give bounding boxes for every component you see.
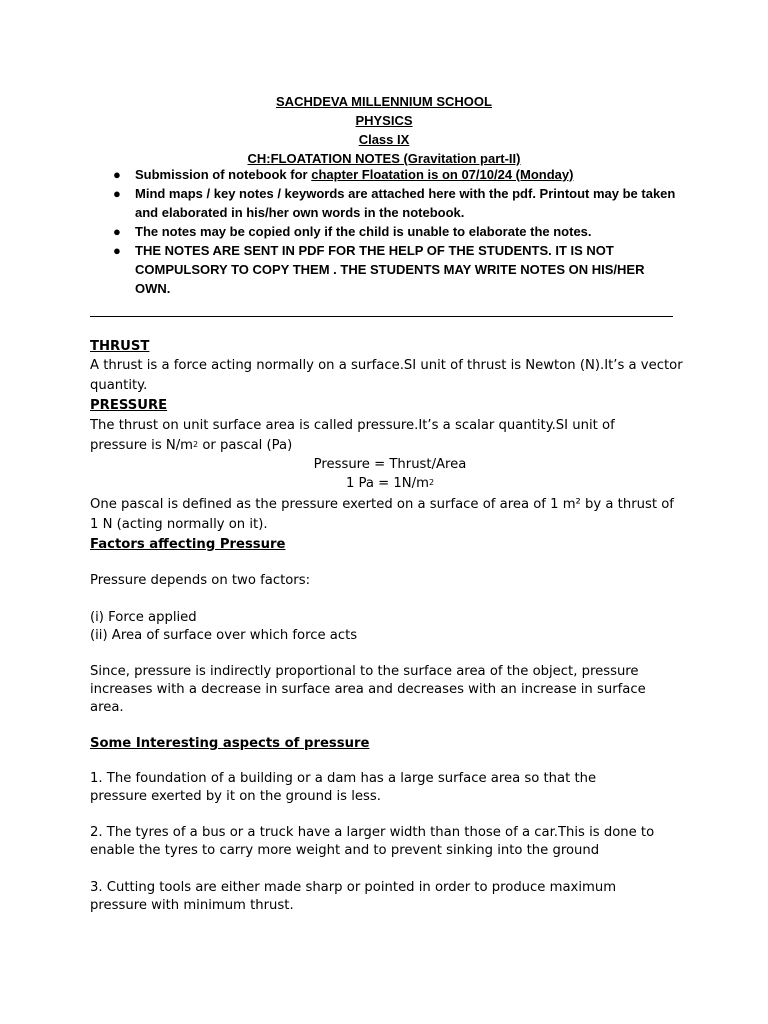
instruction-item [90,165,680,184]
thrust-heading: THRUST [90,339,150,354]
bullet-icon: ● [113,243,121,258]
pressure-formula: Pressure = Thrust/Area [313,457,467,472]
pressure-text [90,416,660,455]
aspect-item: 2. The tyres of a bus or a truck have a larger width than those of a car.This is done to enable the tyres to carry more weight and to prevent sinking into the ground [90,825,655,858]
factors-intro: Pressure depends on two factors: [90,573,311,588]
bullet-icon: ● [113,186,121,201]
superscript: 2 [428,478,435,487]
instruction-text: THE NOTES ARE SENT IN PDF FOR THE HELP OF THE STUDENTS. IT IS NOT COMPULSORY TO COPY THEM . THE STUDENTS MAY WRITE NOTES ON HIS/HER OWN. [135,243,645,296]
instruction-text: Submission of notebook for [135,167,312,182]
instruction-text: The notes may be copied only if the child is unable to elaborate the notes. [135,224,592,239]
chapter-title: CH:FLOATATION NOTES (Gravitation part-II) [247,151,521,166]
pascal-definition: One pascal is defined as the pressure exerted on a surface of area of 1 m² by a thrust of 1 N (acting normally on it). [90,497,674,532]
factors-summary: Since, pressure is indirectly proportional to the surface area of the object, pressure increases with a decrease in surface area and decreases with an increase in surface area. [90,664,646,715]
section-divider [90,316,673,317]
aspect-item: 1. The foundation of a building or a dam has a large surface area so that the pressure exerted by it on the ground is less. [90,771,597,804]
subject-title: PHYSICS [355,113,413,128]
bullet-icon: ● [113,167,121,182]
pressure-heading: PRESSURE [90,398,168,413]
school-name: SACHDEVA MILLENNIUM SCHOOL [276,94,492,109]
instruction-item [90,241,680,298]
instruction-text: Mind maps / key notes / keywords are attached here with the pdf. Printout may be taken and elaborated in his/her own words in the notebook. [135,186,676,220]
aspects-heading: Some Interesting aspects of pressure [90,736,370,751]
pressure-definition: The thrust on unit surface area is called pressure.It’s a scalar quantity.SI unit of pressure is N/m [90,418,615,453]
bullet-icon: ● [113,224,121,239]
superscript: 2 [193,439,199,449]
factor-item: (ii) Area of surface over which force acts [90,628,358,643]
pascal-equation: 1 Pa = 1N/m [345,476,429,491]
factors-heading: Factors affecting Pressure [90,537,286,552]
instruction-list [90,165,680,298]
factor-item: (i) Force applied [90,610,197,625]
instruction-item [90,222,680,241]
class-title: Class IX [358,132,410,147]
thrust-text: A thrust is a force acting normally on a surface.SI unit of thrust is Newton (N).It’s a vector quantity. [90,358,683,393]
pascal-formula [90,474,690,494]
pressure-unit-tail: or pascal (Pa) [198,437,293,453]
instruction-item [90,184,680,222]
submission-date-text: chapter Floatation is on 07/10/24 (Monday) [311,167,574,182]
aspect-item: 3. Cutting tools are either made sharp or pointed in order to produce maximum pressure with minimum thrust. [90,880,617,913]
